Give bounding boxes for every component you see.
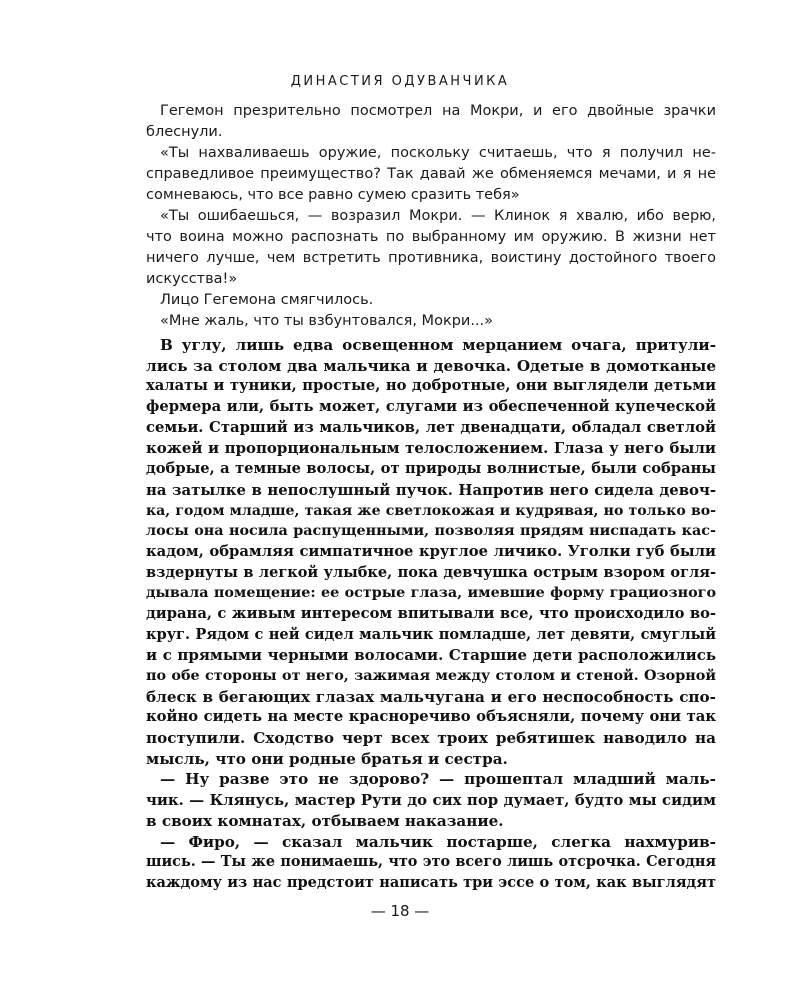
text-line: фермера или, быть может, слугами из обеспеченной купеческой <box>146 398 716 416</box>
text-line: каждому из нас предстоит написать три эссе о том, как выглядят <box>146 873 716 891</box>
text-line: в своих комнатах, отбываем наказание. <box>146 811 504 830</box>
text-line: круг. Рядом с ней сидел мальчик помладше, лет девяти, смуглый <box>146 625 716 643</box>
text-line: лись за столом два мальчика и девочка. Одетые в домотканые <box>146 356 716 375</box>
text-line: блеснули. <box>146 124 223 140</box>
text-line: «Мне жаль, что ты взбунтовался, Мокри...» <box>160 313 494 329</box>
text-line: по обе стороны от него, зажимая между столом и стеной. Озорной <box>146 668 716 684</box>
text-line: «Ты нахваливаешь оружие, поскольку считаешь, что я получил не- <box>160 145 716 161</box>
text-line: — Ну разве это не здорово? — прошептал младший маль- <box>160 770 716 789</box>
text-line: что воина можно распознать по выбранному им оружию. В жизни нет <box>146 229 716 245</box>
text-line: В углу, лишь едва освещенном мерцанием очага, притули- <box>160 336 716 354</box>
text-line: добрые, а темные волосы, от природы волнистые, были собраны <box>146 460 716 478</box>
text-line: дирана, с живым интересом впитывали все, что происходило во- <box>146 604 716 622</box>
running-title: ДИНАСТИЯ ОДУВАНЧИКА <box>290 74 510 89</box>
narrative-block <box>146 335 716 894</box>
text-line: койно сидеть на месте красноречиво объясняли, почему они так <box>146 708 716 726</box>
text-line: дывала помещение: ее острые глаза, имевшие форму грациозного <box>146 585 716 602</box>
dialogue-block <box>146 101 716 332</box>
text-line: — Фиро, — сказал мальчик постарше, слегка нахмурив- <box>160 832 716 851</box>
text-line: сомневаюсь, что все равно сумею сразить тебя» <box>146 187 520 203</box>
text-line: поступили. Сходство черт всех троих ребятишек наводило на <box>146 729 716 748</box>
text-line: чик. — Клянусь, мастер Рути до сих пор думает, будто мы сидим <box>146 791 716 810</box>
text-line: кадом, обрамляя симпатичное круглое личико. Уголки губ были <box>146 542 716 560</box>
text-line: «Ты ошибаешься, — возразил Мокри. — Клинок я хвалю, ибо верю, <box>160 208 716 224</box>
text-line: блеск в бегающих глазах мальчугана и его неспособность спо- <box>146 687 716 706</box>
text-line: лосы она носила распущенными, позволяя прядям ниспадать кас- <box>146 523 716 540</box>
text-line: халаты и туники, простые, но добротные, они выглядели детьми <box>146 377 716 395</box>
text-line: на затылке в непослушный пучок. Напротив него сидела девоч- <box>146 480 716 499</box>
text-line: семьи. Старший из мальчиков, лет двенадцати, обладал светлой <box>146 418 716 436</box>
page-body <box>146 100 716 894</box>
page-number: — 18 — <box>370 902 430 920</box>
text-line: и с прямыми черными волосами. Старшие дети расположились <box>146 646 716 665</box>
text-line: Лицо Гегемона смягчилось. <box>160 292 374 308</box>
text-line: вздернуты в легкой улыбке, пока девчушка острым взором огля- <box>146 563 716 581</box>
text-line: Гегемон презрительно посмотрел на Мокри, и его двойные зрачки <box>160 103 716 119</box>
text-line: ничего лучше, чем встретить противника, воистину достойного твоего <box>146 250 716 266</box>
text-line: шись. — Ты же понимаешь, что это всего лишь отсрочка. Сегодня <box>146 853 716 871</box>
text-line: ка, годом младше, такая же светлокожая и кудрявая, но только во- <box>146 502 716 519</box>
text-line: справедливое преимущество? Так давай же обменяемся мечами, и я не <box>146 166 716 182</box>
text-line: кожей и пропорциональным телосложением. Глаза у него были <box>146 439 716 458</box>
text-line: мысль, что они родные братья и сестра. <box>146 749 508 768</box>
text-line: искусства!» <box>146 271 238 287</box>
